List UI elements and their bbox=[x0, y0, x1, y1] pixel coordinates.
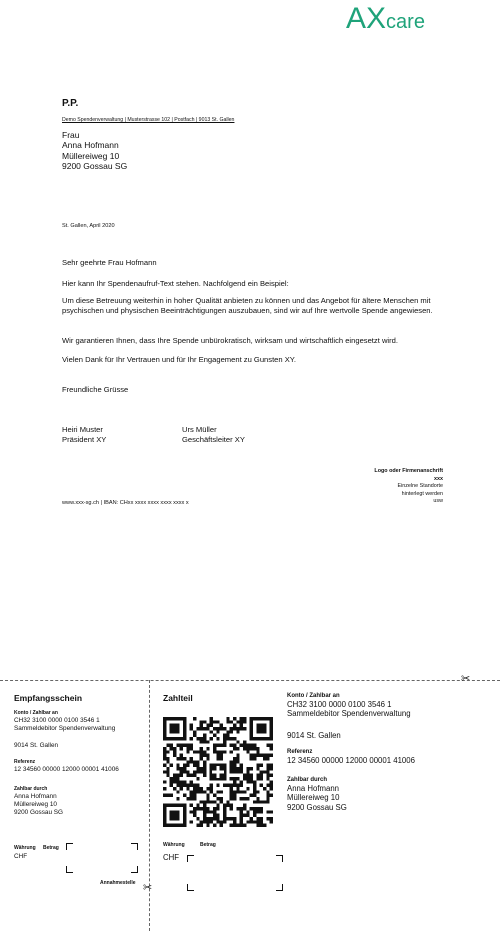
paragraph-1: Hier kann Ihr Spendenaufruf-Text stehen. Nachfolgend ein Beispiel: bbox=[62, 279, 289, 288]
logo-box-line: Logo oder Firmenanschrift bbox=[374, 468, 443, 474]
receipt-account-label: Konto / Zahlbar an bbox=[14, 710, 58, 716]
signer-title: Geschäftsleiter XY bbox=[182, 435, 245, 444]
payment-title: Zahlteil bbox=[163, 693, 193, 703]
payment-amount-label: Betrag bbox=[200, 842, 216, 848]
receipt-account bbox=[14, 710, 115, 750]
receipt-title: Empfangsschein bbox=[14, 693, 83, 703]
letter-date: St. Gallen, April 2020 bbox=[62, 223, 115, 229]
receipt-payer bbox=[14, 786, 63, 817]
receipt-payer-line: Müllereiweg 10 bbox=[14, 801, 57, 808]
payment-payer bbox=[287, 776, 347, 812]
signer-title: Präsident XY bbox=[62, 435, 107, 444]
payment-payer-line: Müllereiweg 10 bbox=[287, 793, 340, 803]
sender-line: Demo Spendenverwaltung | Musterstrasse 102 | Postfach | 9013 St. Gallen bbox=[62, 117, 235, 123]
logo-box-line: hinterlegt werden bbox=[401, 490, 443, 497]
payment-payer-label: Zahlbar durch bbox=[287, 777, 328, 783]
receipt-currency-value: CHF bbox=[14, 853, 28, 860]
payment-reference-value: 12 34560 00000 12000 00001 41006 bbox=[287, 756, 415, 765]
receipt-account-line: CH32 3100 0000 0100 3546 1 bbox=[14, 717, 100, 724]
logo-letters: AX bbox=[346, 2, 387, 35]
receipt-reference-value: 12 34560 00000 12000 00001 41006 bbox=[14, 766, 119, 773]
paragraph-2: Um diese Betreuung weiterhin in hoher Qualität anbieten zu können und das Angebot für ältere Menschen mit psychischen und physischen Beeinträchtigungen auszubauen, sind wir auf Ihre wertvolle Spende angewiesen. bbox=[62, 296, 433, 316]
receipt-reference bbox=[14, 759, 119, 774]
payment-account bbox=[287, 692, 411, 740]
logo-word: care bbox=[386, 11, 425, 33]
paragraph-3: Wir garantieren Ihnen, dass Ihre Spende unbürokratisch, wirksam und wirtschaftlich eingesetzt wird. bbox=[62, 336, 398, 345]
pp-mark: P.P. bbox=[62, 98, 79, 109]
scissors-icon: ✂ bbox=[143, 882, 153, 894]
payment-account-label: Konto / Zahlbar an bbox=[287, 693, 340, 699]
swiss-qr-code bbox=[163, 717, 273, 827]
recipient-line: Frau bbox=[62, 130, 80, 140]
receipt-account-line: Sammeldebitor Spendenverwaltung bbox=[14, 725, 116, 732]
payment-payer-line: Anna Hofmann bbox=[287, 784, 340, 793]
company-logo bbox=[346, 2, 425, 36]
receipt-payer-label: Zahlbar durch bbox=[14, 786, 48, 792]
swiss-cross-icon bbox=[208, 762, 228, 782]
paragraph-4: Vielen Dank für Ihr Vertrauen und für Ihr Engagement zu Gunsten XY. bbox=[62, 355, 297, 364]
signature-1 bbox=[62, 425, 106, 445]
scissors-icon: ✂ bbox=[461, 673, 471, 685]
recipient-line: Anna Hofmann bbox=[62, 140, 119, 151]
payment-account-line: CH32 3100 0000 0100 3546 1 bbox=[287, 700, 392, 709]
payment-payer-line: 9200 Gossau SG bbox=[287, 802, 347, 812]
receipt-payer-line: Anna Hofmann bbox=[14, 793, 57, 800]
logo-box-line: xxx bbox=[434, 475, 443, 482]
receipt-currency-label: Währung bbox=[14, 845, 36, 851]
salutation: Sehr geehrte Frau Hofmann bbox=[62, 258, 157, 267]
payment-account-line: 9014 St. Gallen bbox=[287, 730, 341, 740]
closing: Freundliche Grüsse bbox=[62, 385, 129, 394]
signature-2 bbox=[182, 425, 245, 445]
recipient-line: 9200 Gossau SG bbox=[62, 161, 128, 172]
payment-currency-label: Währung bbox=[163, 842, 185, 848]
receipt-amount-label: Betrag bbox=[43, 845, 59, 851]
footer-iban: www.xxx-sg.ch | IBAN: CHxx xxxx xxxx xxxx xxxx x bbox=[62, 500, 189, 506]
signer-name: Heiri Muster bbox=[62, 425, 103, 434]
logo-address-box bbox=[374, 468, 443, 506]
receipt-reference-label: Referenz bbox=[14, 759, 36, 765]
logo-box-line: usw bbox=[433, 498, 443, 505]
recipient-address bbox=[62, 130, 127, 172]
payment-amount-box[interactable] bbox=[187, 855, 283, 891]
receipt-amount-box[interactable] bbox=[66, 843, 138, 873]
payment-reference-label: Referenz bbox=[287, 749, 313, 755]
signer-name: Urs Müller bbox=[182, 425, 217, 434]
receipt-payer-line: 9200 Gossau SG bbox=[14, 809, 64, 816]
payment-reference bbox=[287, 748, 415, 765]
payment-currency-value: CHF bbox=[163, 853, 180, 862]
logo-box-line: Einzelne Standorte bbox=[397, 483, 443, 490]
acceptance-point: Annahmestelle bbox=[100, 880, 136, 886]
perforation-horizontal bbox=[0, 680, 500, 681]
payment-account-line: Sammeldebitor Spendenverwaltung bbox=[287, 709, 411, 719]
recipient-line: Müllereiweg 10 bbox=[62, 150, 120, 161]
receipt-account-line: 9014 St. Gallen bbox=[14, 742, 59, 749]
